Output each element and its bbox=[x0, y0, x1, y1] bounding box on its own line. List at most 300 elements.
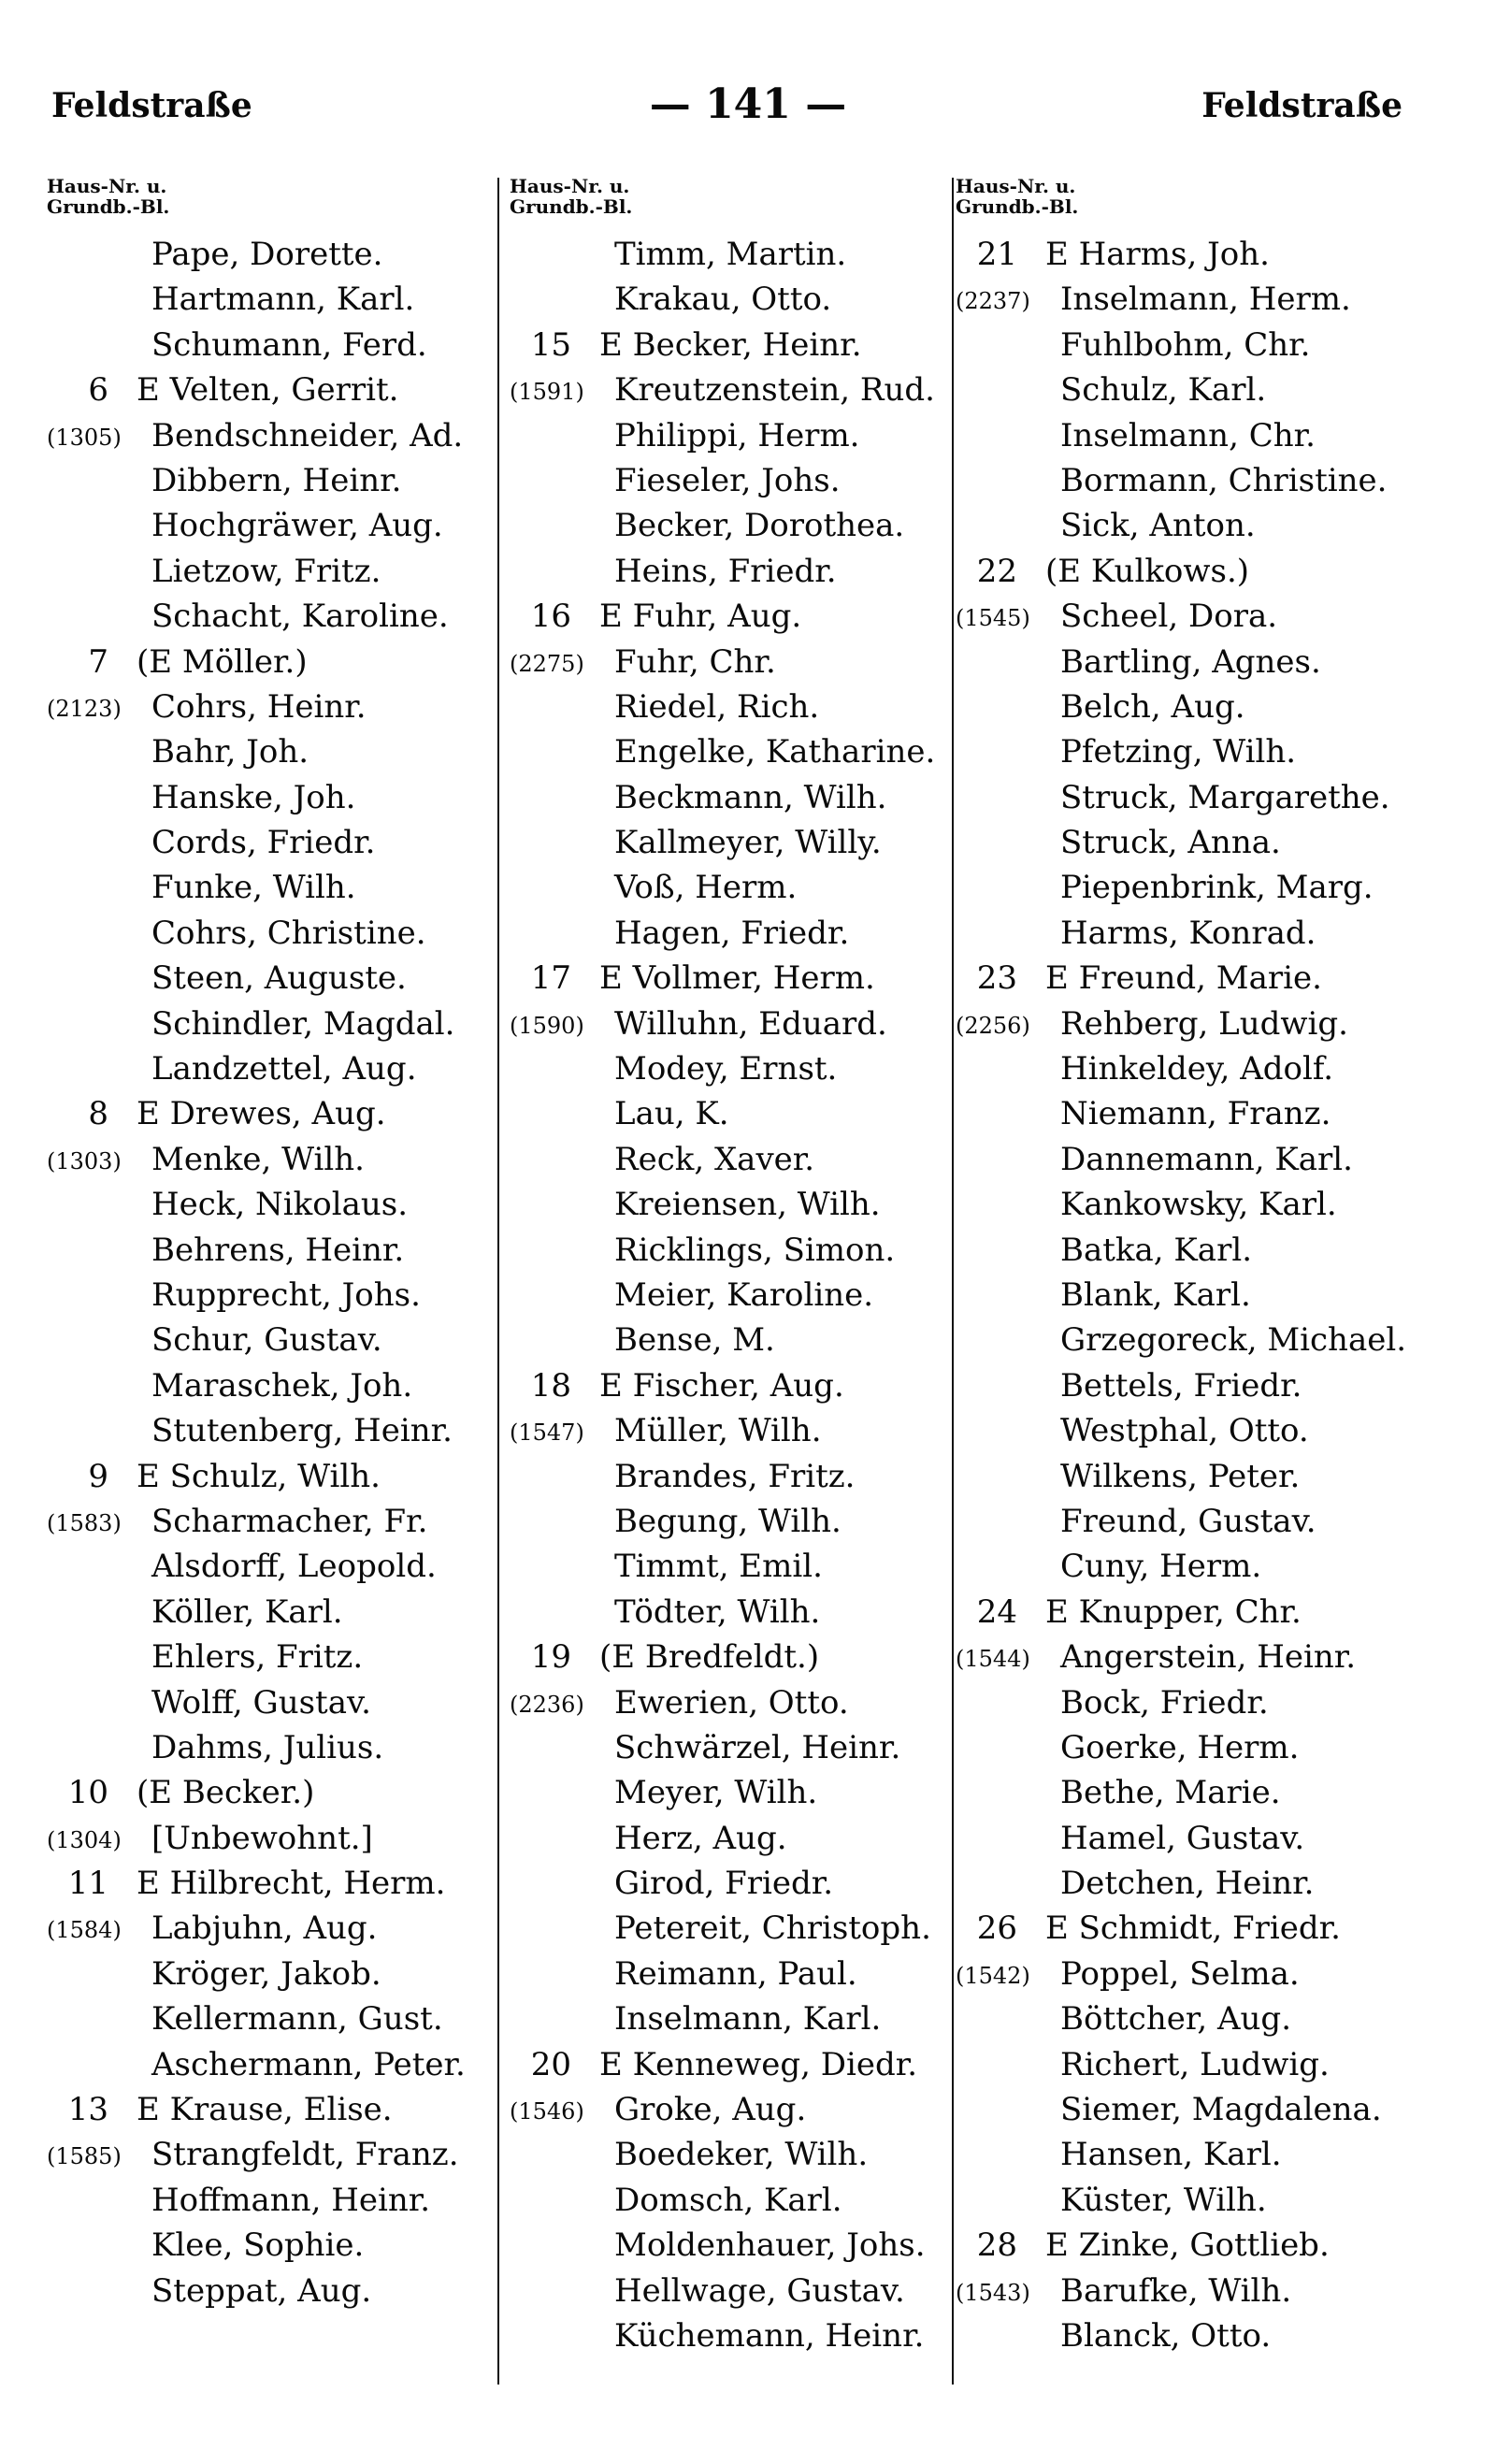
directory-entry bbox=[47, 1544, 505, 1589]
directory-entry bbox=[510, 956, 958, 1001]
directory-entry bbox=[510, 367, 958, 412]
resident-name: Ricklings, Simon. bbox=[614, 1231, 896, 1269]
directory-entry bbox=[47, 1273, 505, 1318]
directory-entry bbox=[956, 1861, 1442, 1906]
directory-entry bbox=[47, 2042, 505, 2087]
directory-entry bbox=[47, 367, 505, 412]
directory-entry bbox=[47, 458, 505, 503]
directory-entry bbox=[47, 1725, 505, 1770]
directory-entry bbox=[510, 1770, 958, 1815]
resident-name: E Hilbrecht, Herm. bbox=[137, 1865, 446, 1903]
directory-entry bbox=[47, 1770, 505, 1815]
resident-name: Blanck, Otto. bbox=[1060, 2316, 1272, 2355]
resident-name: Hochgräwer, Aug. bbox=[151, 507, 443, 545]
directory-entry bbox=[956, 1137, 1442, 1182]
directory-entry bbox=[47, 1091, 505, 1136]
resident-name: Engelke, Katharine. bbox=[614, 733, 936, 771]
resident-name: Begung, Wilh. bbox=[614, 1502, 842, 1540]
directory-entry bbox=[956, 1499, 1442, 1544]
resident-name: Stutenberg, Heinr. bbox=[151, 1412, 453, 1450]
resident-name: Krakau, Otto. bbox=[614, 281, 832, 319]
resident-name: Poppel, Selma. bbox=[1060, 1954, 1300, 1993]
directory-entry bbox=[510, 1590, 958, 1635]
directory-entry bbox=[510, 2178, 958, 2223]
resident-name: Kreiensen, Wilh. bbox=[614, 1186, 881, 1224]
resident-name: Hellwage, Gustav. bbox=[614, 2271, 905, 2310]
resident-name: E Knupper, Chr. bbox=[1045, 1592, 1302, 1631]
directory-entry bbox=[510, 232, 958, 277]
land-register-number: (1304) bbox=[47, 1826, 122, 1853]
resident-name: Cohrs, Heinr. bbox=[151, 687, 367, 726]
directory-entry bbox=[510, 1363, 958, 1408]
directory-entry bbox=[956, 1363, 1442, 1408]
house-number: 15 bbox=[530, 325, 571, 364]
resident-name: Sick, Anton. bbox=[1060, 507, 1256, 545]
resident-name: Meier, Karoline. bbox=[614, 1275, 874, 1314]
land-register-number: (1547) bbox=[510, 1419, 584, 1447]
column-heading-line2: Grundb.-Bl. bbox=[510, 195, 633, 218]
house-number: 10 bbox=[67, 1774, 108, 1812]
resident-name: Beckmann, Wilh. bbox=[614, 778, 887, 816]
resident-name: (E Kulkows.) bbox=[1045, 552, 1250, 590]
resident-name: Goerke, Herm. bbox=[1060, 1728, 1300, 1766]
directory-entry bbox=[956, 549, 1442, 594]
resident-name: Fieseler, Johs. bbox=[614, 461, 841, 499]
directory-entry bbox=[510, 1635, 958, 1679]
land-register-number: (2275) bbox=[510, 650, 584, 677]
land-register-number: (2123) bbox=[47, 695, 122, 722]
land-register-number: (1590) bbox=[510, 1012, 584, 1039]
resident-name: Becker, Dorothea. bbox=[614, 507, 905, 545]
directory-entry bbox=[510, 1996, 958, 2041]
directory-entry bbox=[956, 1816, 1442, 1861]
resident-name: Kellermann, Gust. bbox=[151, 2000, 443, 2039]
directory-entry bbox=[47, 2178, 505, 2223]
directory-entry bbox=[956, 232, 1442, 277]
directory-entry bbox=[47, 1182, 505, 1227]
directory-entry bbox=[510, 775, 958, 820]
directory-entry bbox=[47, 1680, 505, 1725]
directory-entry bbox=[47, 820, 505, 865]
directory-entry bbox=[956, 1544, 1442, 1589]
directory-entry bbox=[47, 911, 505, 956]
directory-entry bbox=[956, 775, 1442, 820]
resident-name: Brandes, Fritz. bbox=[614, 1457, 856, 1495]
resident-name: Kröger, Jakob. bbox=[151, 1954, 381, 1993]
directory-entry bbox=[956, 1725, 1442, 1770]
resident-name: Blank, Karl. bbox=[1060, 1275, 1251, 1314]
directory-entry bbox=[47, 594, 505, 639]
directory-entry bbox=[510, 1273, 958, 1318]
resident-name: Cuny, Herm. bbox=[1060, 1548, 1262, 1586]
resident-name: E Freund, Marie. bbox=[1045, 959, 1322, 998]
directory-entry bbox=[510, 1499, 958, 1544]
directory-entry bbox=[510, 1091, 958, 1136]
resident-name: Köller, Karl. bbox=[151, 1592, 343, 1631]
directory-entry bbox=[956, 1091, 1442, 1136]
resident-name: Hinkeldey, Adolf. bbox=[1060, 1050, 1334, 1088]
directory-entry bbox=[47, 2132, 505, 2177]
resident-name: Timmt, Emil. bbox=[614, 1548, 823, 1586]
directory-entry bbox=[956, 2087, 1442, 2132]
directory-entry bbox=[510, 1137, 958, 1182]
resident-name: Pape, Dorette. bbox=[151, 236, 383, 273]
house-number: 18 bbox=[530, 1366, 571, 1405]
resident-name: E Velten, Gerrit. bbox=[137, 371, 399, 410]
resident-name: E Harms, Joh. bbox=[1045, 236, 1270, 273]
directory-entry bbox=[47, 1001, 505, 1046]
directory-entry bbox=[510, 729, 958, 774]
resident-name: Inselmann, Herm. bbox=[1060, 281, 1351, 319]
resident-name: Schur, Gustav. bbox=[151, 1321, 382, 1360]
resident-name: Hamel, Gustav. bbox=[1060, 1819, 1305, 1857]
directory-entry bbox=[510, 640, 958, 684]
resident-name: Tödter, Wilh. bbox=[614, 1592, 821, 1631]
resident-name: Fuhr, Chr. bbox=[614, 642, 776, 681]
page-number: — 141 — bbox=[649, 80, 847, 128]
land-register-number: (1585) bbox=[47, 2143, 122, 2170]
land-register-number: (2256) bbox=[956, 1012, 1030, 1039]
directory-entry bbox=[47, 640, 505, 684]
directory-entry bbox=[510, 1318, 958, 1362]
resident-name: Hagen, Friedr. bbox=[614, 914, 850, 952]
directory-entry bbox=[956, 413, 1442, 458]
directory-column-3 bbox=[956, 176, 1442, 2358]
directory-entry bbox=[510, 1182, 958, 1227]
directory-entry bbox=[956, 2132, 1442, 2177]
resident-name: Richert, Ludwig. bbox=[1060, 2045, 1330, 2083]
directory-entry bbox=[956, 594, 1442, 639]
directory-entry bbox=[510, 911, 958, 956]
directory-entry bbox=[510, 413, 958, 458]
land-register-number: (1545) bbox=[956, 605, 1030, 632]
land-register-number: (1584) bbox=[47, 1917, 122, 1944]
directory-entry bbox=[510, 549, 958, 594]
resident-name: Belch, Aug. bbox=[1060, 687, 1245, 726]
resident-name: Hanske, Joh. bbox=[151, 778, 356, 816]
column-heading-line1: Haus-Nr. u. bbox=[510, 175, 630, 197]
directory-entry bbox=[956, 1996, 1442, 2041]
resident-name: Strangfeldt, Franz. bbox=[151, 2136, 459, 2174]
resident-name: Böttcher, Aug. bbox=[1060, 2000, 1291, 2039]
resident-name: Angerstein, Heinr. bbox=[1060, 1638, 1357, 1677]
resident-name: Hoffmann, Heinr. bbox=[151, 2181, 431, 2219]
resident-name: Dahms, Julius. bbox=[151, 1728, 384, 1766]
resident-name: Scharmacher, Fr. bbox=[151, 1502, 428, 1540]
directory-entry bbox=[956, 865, 1442, 910]
directory-entry bbox=[956, 1590, 1442, 1635]
land-register-number: (1544) bbox=[956, 1646, 1030, 1673]
resident-name: Maraschek, Joh. bbox=[151, 1366, 413, 1405]
directory-entry bbox=[956, 2313, 1442, 2358]
resident-name: Scheel, Dora. bbox=[1060, 598, 1278, 636]
house-number: 16 bbox=[530, 598, 571, 636]
directory-entry bbox=[956, 820, 1442, 865]
house-number: 8 bbox=[88, 1095, 108, 1133]
directory-entry bbox=[47, 1590, 505, 1635]
resident-name: Cords, Friedr. bbox=[151, 824, 376, 862]
directory-entry bbox=[956, 640, 1442, 684]
house-number: 9 bbox=[88, 1457, 108, 1495]
directory-entry bbox=[510, 503, 958, 548]
resident-name: Klee, Sophie. bbox=[151, 2226, 365, 2265]
resident-name: Barufke, Wilh. bbox=[1060, 2271, 1292, 2310]
resident-name: Bettels, Friedr. bbox=[1060, 1366, 1302, 1405]
resident-name: Pfetzing, Wilh. bbox=[1060, 733, 1297, 771]
directory-entry bbox=[47, 2223, 505, 2268]
directory-entry bbox=[510, 684, 958, 729]
directory-entry bbox=[510, 1454, 958, 1499]
resident-name: Philippi, Herm. bbox=[614, 416, 860, 454]
directory-entry bbox=[47, 729, 505, 774]
resident-name: Grzegoreck, Michael. bbox=[1060, 1321, 1407, 1360]
directory-entry bbox=[510, 2313, 958, 2358]
resident-name: E Vollmer, Herm. bbox=[599, 959, 875, 998]
directory-entry bbox=[47, 2269, 505, 2313]
resident-name: Inselmann, Karl. bbox=[614, 2000, 882, 2039]
resident-name: Kallmeyer, Willy. bbox=[614, 824, 882, 862]
land-register-number: (1303) bbox=[47, 1147, 122, 1174]
directory-entry bbox=[47, 775, 505, 820]
resident-name: E Krause, Elise. bbox=[137, 2091, 393, 2129]
resident-name: Inselmann, Chr. bbox=[1060, 416, 1316, 454]
resident-name: E Fischer, Aug. bbox=[599, 1366, 844, 1405]
directory-entry bbox=[956, 684, 1442, 729]
resident-name: Fuhlbohm, Chr. bbox=[1060, 325, 1311, 364]
directory-entry bbox=[956, 2178, 1442, 2223]
directory-entry bbox=[47, 1906, 505, 1951]
directory-entry bbox=[47, 413, 505, 458]
resident-name: Wilkens, Peter. bbox=[1060, 1457, 1301, 1495]
resident-name: Petereit, Christoph. bbox=[614, 1909, 931, 1948]
house-number: 21 bbox=[976, 236, 1017, 273]
directory-entry bbox=[956, 1001, 1442, 1046]
directory-entry bbox=[510, 1725, 958, 1770]
resident-name: Reck, Xaver. bbox=[614, 1140, 815, 1178]
resident-name: Schulz, Karl. bbox=[1060, 371, 1267, 410]
resident-name: Struck, Anna. bbox=[1060, 824, 1281, 862]
resident-name: Steppat, Aug. bbox=[151, 2271, 372, 2310]
column-heading-line2: Grundb.-Bl. bbox=[47, 195, 170, 218]
resident-name: Hansen, Karl. bbox=[1060, 2136, 1282, 2174]
resident-name: Schwärzel, Heinr. bbox=[614, 1728, 901, 1766]
directory-entry bbox=[956, 1454, 1442, 1499]
directory-entry bbox=[510, 1861, 958, 1906]
directory-entry bbox=[47, 1952, 505, 1996]
resident-name: Wolff, Gustav. bbox=[151, 1683, 371, 1722]
directory-entry bbox=[956, 2223, 1442, 2268]
resident-name: Schacht, Karoline. bbox=[151, 598, 449, 636]
house-number: 22 bbox=[976, 552, 1017, 590]
directory-column-2 bbox=[510, 176, 958, 2358]
resident-name: Kreutzenstein, Rud. bbox=[614, 371, 935, 410]
column-heading-line1: Haus-Nr. u. bbox=[956, 175, 1076, 197]
resident-name: Steen, Auguste. bbox=[151, 959, 407, 998]
directory-entry bbox=[956, 911, 1442, 956]
resident-name: Harms, Konrad. bbox=[1060, 914, 1316, 952]
resident-name: Müller, Wilh. bbox=[614, 1412, 822, 1450]
resident-name: Reimann, Paul. bbox=[614, 1954, 857, 1993]
resident-name: Menke, Wilh. bbox=[151, 1140, 365, 1178]
resident-name: Voß, Herm. bbox=[614, 869, 798, 907]
directory-entry bbox=[510, 1001, 958, 1046]
directory-entry bbox=[956, 1680, 1442, 1725]
directory-entry bbox=[956, 503, 1442, 548]
resident-name: Niemann, Franz. bbox=[1060, 1095, 1331, 1133]
resident-name: Heins, Friedr. bbox=[614, 552, 837, 590]
running-header-right: Feldstraße bbox=[1201, 86, 1402, 125]
resident-name: Schumann, Ferd. bbox=[151, 325, 427, 364]
resident-name: Moldenhauer, Johs. bbox=[614, 2226, 926, 2265]
house-number: 26 bbox=[976, 1909, 1017, 1948]
land-register-number: (2236) bbox=[510, 1691, 584, 1718]
directory-entry bbox=[956, 367, 1442, 412]
directory-entry bbox=[47, 549, 505, 594]
directory-entry bbox=[510, 2269, 958, 2313]
directory-entry bbox=[956, 1318, 1442, 1362]
land-register-number: (1543) bbox=[956, 2279, 1030, 2306]
resident-name: Bethe, Marie. bbox=[1060, 1774, 1281, 1812]
directory-entry bbox=[956, 1906, 1442, 1951]
directory-entry bbox=[510, 277, 958, 322]
running-header-left: Feldstraße bbox=[51, 86, 252, 125]
directory-entry bbox=[510, 2223, 958, 2268]
directory-entry bbox=[47, 277, 505, 322]
directory-entry bbox=[956, 2042, 1442, 2087]
column-heading bbox=[956, 176, 1442, 232]
directory-entry bbox=[47, 1228, 505, 1273]
house-number: 7 bbox=[88, 642, 108, 681]
directory-entry bbox=[47, 1499, 505, 1544]
directory-entry bbox=[47, 1996, 505, 2041]
directory-entry bbox=[47, 1363, 505, 1408]
resident-name: Riedel, Rich. bbox=[614, 687, 820, 726]
entry-list bbox=[510, 232, 958, 2358]
land-register-number: (1542) bbox=[956, 1962, 1030, 1989]
directory-entry bbox=[510, 2087, 958, 2132]
directory-entry bbox=[956, 323, 1442, 367]
directory-entry bbox=[956, 729, 1442, 774]
directory-entry bbox=[47, 503, 505, 548]
house-number: 20 bbox=[530, 2045, 571, 2083]
directory-entry bbox=[956, 1770, 1442, 1815]
resident-name: Lau, K. bbox=[614, 1095, 729, 1133]
resident-name: E Zinke, Gottlieb. bbox=[1045, 2226, 1330, 2265]
directory-entry bbox=[510, 2132, 958, 2177]
directory-entry bbox=[956, 458, 1442, 503]
directory-column-1 bbox=[47, 176, 505, 2313]
land-register-number: (1305) bbox=[47, 424, 122, 451]
resident-name: Batka, Karl. bbox=[1060, 1231, 1253, 1269]
resident-name: Küchemann, Heinr. bbox=[614, 2316, 925, 2355]
resident-name: Schindler, Magdal. bbox=[151, 1004, 455, 1043]
resident-name: Küster, Wilh. bbox=[1060, 2181, 1267, 2219]
resident-name: Dibbern, Heinr. bbox=[151, 461, 402, 499]
resident-name: Detchen, Heinr. bbox=[1060, 1865, 1315, 1903]
resident-name: Boedeker, Wilh. bbox=[614, 2136, 869, 2174]
resident-name: Bense, M. bbox=[614, 1321, 775, 1360]
resident-name: Girod, Friedr. bbox=[614, 1865, 834, 1903]
house-number: 28 bbox=[976, 2226, 1017, 2265]
resident-name: Bendschneider, Ad. bbox=[151, 416, 464, 454]
directory-entry bbox=[47, 1861, 505, 1906]
resident-name: Piepenbrink, Marg. bbox=[1060, 869, 1374, 907]
entry-list bbox=[956, 232, 1442, 2358]
resident-name: Bartling, Agnes. bbox=[1060, 642, 1321, 681]
resident-name: Bormann, Christine. bbox=[1060, 461, 1388, 499]
resident-name: Modey, Ernst. bbox=[614, 1050, 838, 1088]
house-number: 13 bbox=[67, 2091, 108, 2129]
directory-entry bbox=[956, 1952, 1442, 1996]
resident-name: Westphal, Otto. bbox=[1060, 1412, 1309, 1450]
directory-entry bbox=[956, 1273, 1442, 1318]
house-number: 17 bbox=[530, 959, 571, 998]
house-number: 24 bbox=[976, 1592, 1017, 1631]
directory-entry bbox=[47, 684, 505, 729]
resident-name: Lietzow, Fritz. bbox=[151, 552, 381, 590]
directory-entry bbox=[510, 1544, 958, 1589]
directory-entry bbox=[956, 956, 1442, 1001]
directory-entry bbox=[47, 1318, 505, 1362]
resident-name: Willuhn, Eduard. bbox=[614, 1004, 887, 1043]
directory-entry bbox=[47, 232, 505, 277]
resident-name: E Drewes, Aug. bbox=[137, 1095, 386, 1133]
column-heading bbox=[47, 176, 505, 232]
resident-name: (E Bredfeldt.) bbox=[599, 1638, 820, 1677]
land-register-number: (1591) bbox=[510, 379, 584, 406]
column-heading-line2: Grundb.-Bl. bbox=[956, 195, 1079, 218]
directory-entry bbox=[510, 2042, 958, 2087]
directory-entry bbox=[510, 1952, 958, 1996]
directory-entry bbox=[47, 1137, 505, 1182]
directory-entry bbox=[510, 820, 958, 865]
resident-name: Heck, Nikolaus. bbox=[151, 1186, 409, 1224]
resident-name: (E Becker.) bbox=[137, 1774, 315, 1812]
resident-name: [Unbewohnt.] bbox=[151, 1819, 373, 1857]
directory-entry bbox=[510, 458, 958, 503]
directory-entry bbox=[956, 277, 1442, 322]
resident-name: (E Möller.) bbox=[137, 642, 308, 681]
resident-name: Alsdorff, Leopold. bbox=[151, 1548, 437, 1586]
land-register-number: (2237) bbox=[956, 288, 1030, 315]
resident-name: Bahr, Joh. bbox=[151, 733, 309, 771]
directory-entry bbox=[47, 1046, 505, 1091]
house-number: 19 bbox=[530, 1638, 571, 1677]
resident-name: Aschermann, Peter. bbox=[151, 2045, 466, 2083]
resident-name: E Schmidt, Friedr. bbox=[1045, 1909, 1341, 1948]
resident-name: Domsch, Karl. bbox=[614, 2181, 842, 2219]
resident-name: Freund, Gustav. bbox=[1060, 1502, 1316, 1540]
directory-entry bbox=[47, 1408, 505, 1453]
column-heading bbox=[510, 176, 958, 232]
resident-name: Dannemann, Karl. bbox=[1060, 1140, 1353, 1178]
directory-entry bbox=[510, 1046, 958, 1091]
resident-name: Behrens, Heinr. bbox=[151, 1231, 405, 1269]
resident-name: E Fuhr, Aug. bbox=[599, 598, 802, 636]
house-number: 6 bbox=[88, 371, 108, 410]
resident-name: Meyer, Wilh. bbox=[614, 1774, 818, 1812]
house-number: 11 bbox=[67, 1865, 108, 1903]
resident-name: Kankowsky, Karl. bbox=[1060, 1186, 1337, 1224]
resident-name: Cohrs, Christine. bbox=[151, 914, 426, 952]
resident-name: Bock, Friedr. bbox=[1060, 1683, 1269, 1722]
directory-entry bbox=[47, 1454, 505, 1499]
resident-name: Rehberg, Ludwig. bbox=[1060, 1004, 1348, 1043]
resident-name: Ehlers, Fritz. bbox=[151, 1638, 364, 1677]
resident-name: Struck, Margarethe. bbox=[1060, 778, 1390, 816]
land-register-number: (1546) bbox=[510, 2098, 584, 2125]
directory-entry bbox=[510, 323, 958, 367]
